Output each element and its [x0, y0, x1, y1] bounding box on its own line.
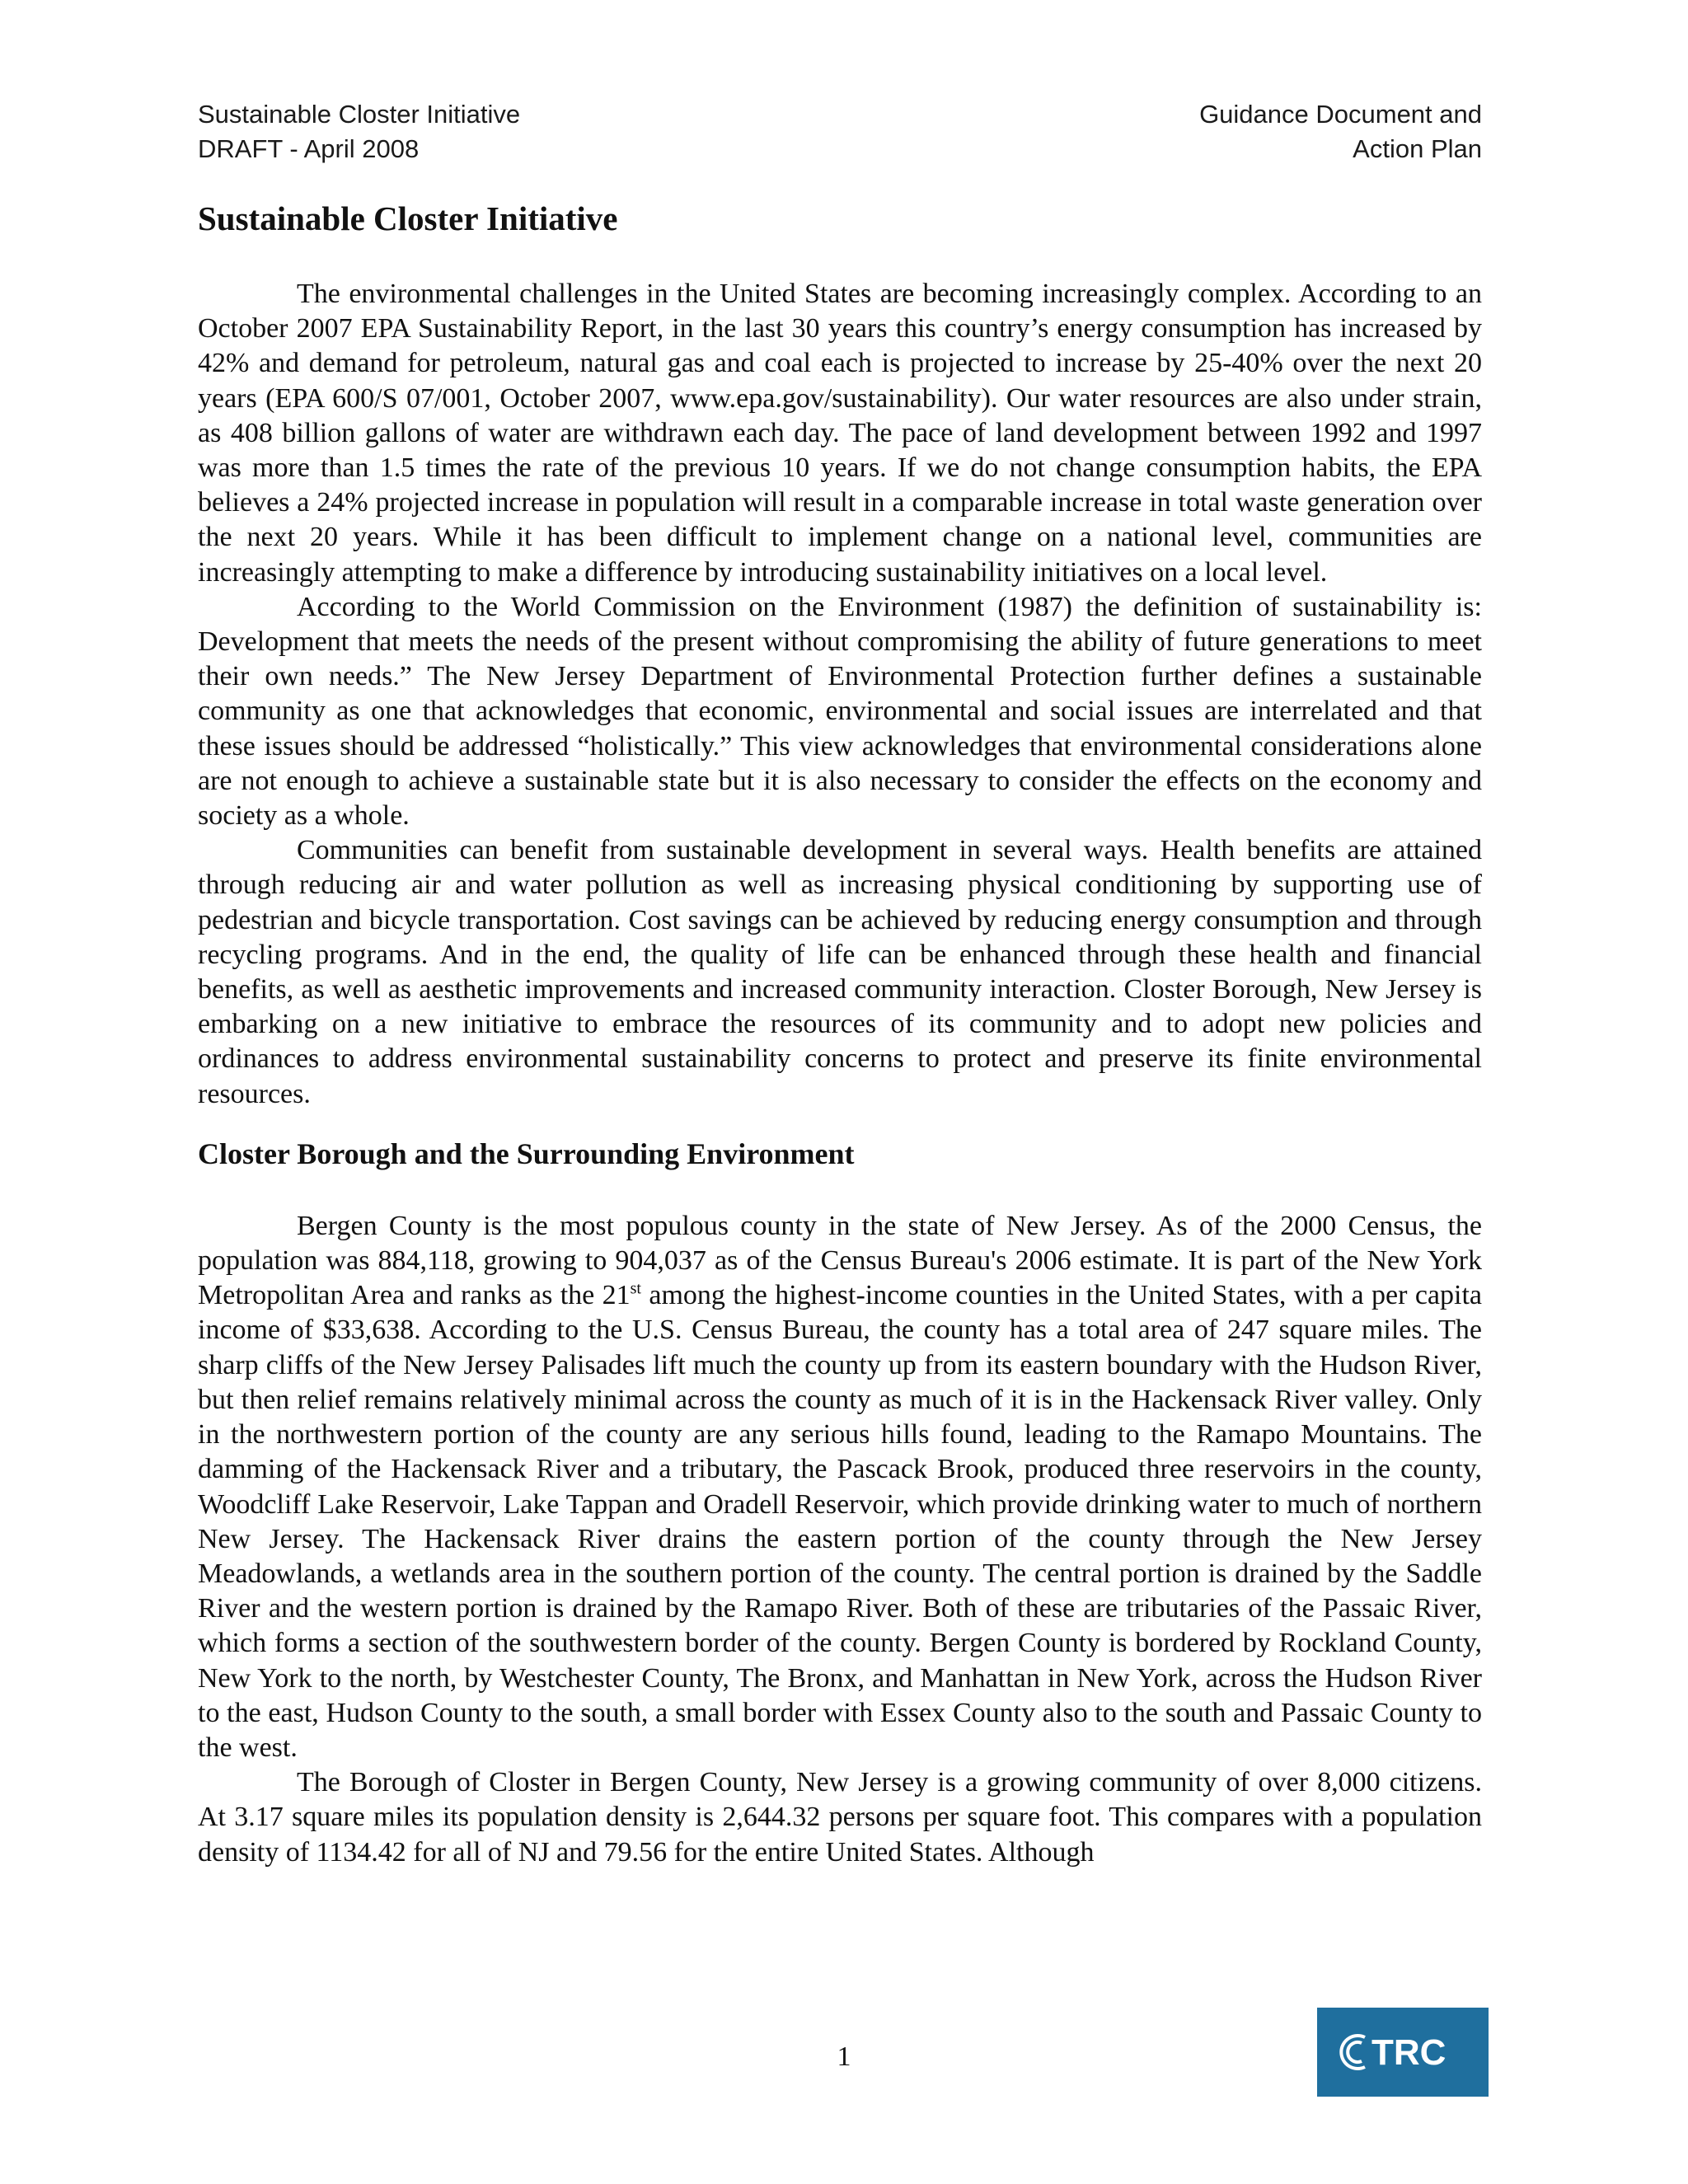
section-heading: Closter Borough and the Surrounding Environment [198, 1137, 855, 1170]
ordinal-superscript: st [630, 1279, 641, 1298]
trc-logo [1317, 2008, 1489, 2097]
trc-logo-mark [1329, 2026, 1477, 2079]
body-paragraph: The Borough of Closter in Bergen County, New Jersey is a growing community of over 8,000 citizens. At 3.17 square miles its population density is 2,644.32 persons per square foot. This compares with a population density of 1134.42 for all of NJ and 79.56 for the entire United States. Although [198, 1767, 1482, 1868]
document-title: Sustainable Closter Initiative [198, 199, 618, 237]
paragraph-text: among the highest-income counties in the United States, with a per capita income of $33,638. According to the U.S. Census Bureau, the county has a total area of 247 square miles. The sharp cliffs of the New Jersey Palisades lift much the county up from its eastern boundary with the Hudson River, but then relief remains relatively minimal across the county as much of it is in the Hackensack River valley. Only in the northwestern portion of the county are any serious hills found, leading to the Ramapo Mountains. The damming of the Hackensack River and a tributary, the Pascack Brook, produced three reservoirs in the county, Woodcliff Lake Reservoir, Lake Tappan and Oradell Reservoir, which provide drinking water to much of northern New Jersey. The Hackensack River drains the eastern portion of the county through the New Jersey Meadowlands, a wetlands area in the southern portion of the county. The central portion is drained by the Saddle River and the western portion is drained by the Ramapo River. Both of these are tributaries of the Passaic River, which forms a section of the southwestern border of the county. Bergen County is bordered by Rockland County, New York to the north, by Westchester County, The Bronx, and Manhattan in New York, across the Hudson River to the east, Hudson County to the south, a small border with Essex County also to the south and Passaic County to the west. [198, 1280, 1483, 1763]
page-number: 1 [837, 2041, 851, 2072]
document-body [198, 196, 1482, 1870]
logo-swirl-inner [1348, 2042, 1362, 2062]
body-paragraph: The environmental challenges in the United States are becoming increasingly complex. According to an October 2007 EPA Sustainability Report, in the last 30 years this country’s energy consumption has increased by 42% and demand for petroleum, natural gas and coal each is projected to increase by 25-40% over the next 20 years (EPA 600/S 07/001, October 2007, www.epa.gov/sustainability). Our water resources are also under strain, as 408 billion gallons of water are withdrawn each day. The pace of land development between 1992 and 1997 was more than 1.5 times the rate of the previous 10 years. If we do not change consumption habits, the EPA believes a 24% projected increase in population will result in a comparable increase in total waste generation over the next 20 years. While it has been difficult to implement change on a national level, communities are increasingly attempting to make a difference by introducing sustainability initiatives on a local level. [198, 279, 1482, 588]
paragraph-text: Bergen County is the most populous county in the state of New Jersey. As of the 2000 Census, the population was 884,118, growing to 904,037 as of the Census Bureau's 2006 estimate. It is part of the New York Metropolitan Area and ranks as the 21 [198, 1210, 1482, 1311]
body-paragraph: Communities can benefit from sustainable development in several ways. Health benefits are attained through reducing air and water pollution as well as increasing physical conditioning by supporting use of pedestrian and bicycle transportation. Cost savings can be achieved by reducing energy consumption and through recycling programs. And in the end, the quality of life can be enhanced through these health and financial benefits, as well as aesthetic improvements and increased community interaction. Closter Borough, New Jersey is embarking on a new initiative to embrace the resources of its community and to adopt new policies and ordinances to address environmental sustainability concerns to protect and preserve its finite environmental resources. [198, 835, 1482, 1109]
running-header-right [1199, 97, 1482, 166]
header-document-type-line2: Action Plan [1353, 134, 1482, 163]
running-header-left [198, 97, 520, 166]
header-initiative-name: Sustainable Closter Initiative [198, 100, 521, 129]
body-paragraph: According to the World Commission on the Environment (1987) the definition of sustainability is: Development that meets the needs of the present without compromising the ability of future generations to meet their own needs.” The New Jersey Department of Environmental Protection further defines a sustainable community as one that acknowledges that economic, environmental and social issues are interrelated and that these issues should be addressed “holistically.” This view acknowledges that environmental considerations alone are not enough to achieve a sustainable state but it is also necessary to consider the effects on the economy and society as a whole. [198, 591, 1482, 832]
header-document-type-line1: Guidance Document and [1199, 100, 1482, 129]
body-paragraph [198, 1209, 1482, 1765]
logo-wordmark: TRC [1372, 2032, 1447, 2073]
header-draft-date: DRAFT - April 2008 [198, 134, 420, 163]
logo-swirl-outer [1341, 2036, 1365, 2069]
